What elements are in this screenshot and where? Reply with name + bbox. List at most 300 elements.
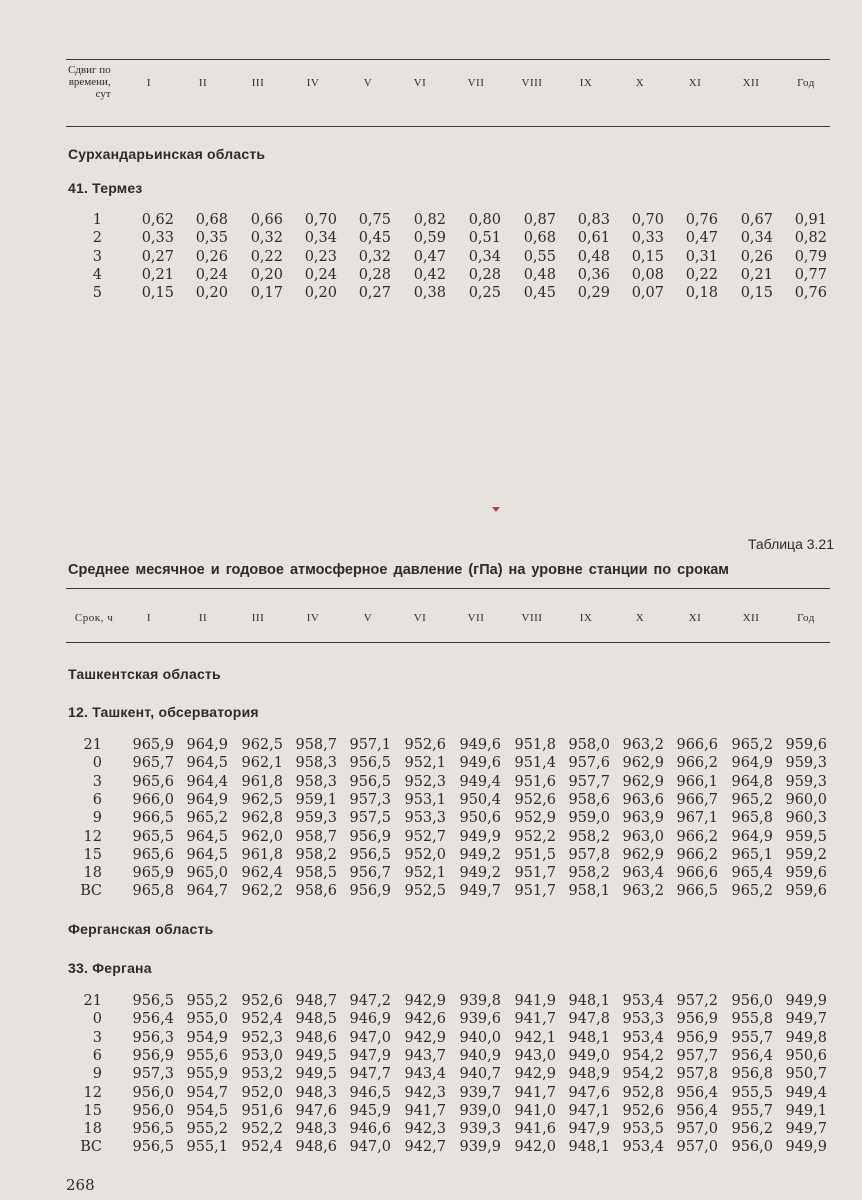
table-cell: 954,2 — [622, 1066, 664, 1083]
table-cell: 952,0 — [241, 1084, 283, 1101]
table-cell: 952,6 — [241, 993, 283, 1009]
table-cell: 956,9 — [349, 828, 391, 845]
table-cell: 0,83 — [577, 212, 610, 228]
table-cell: 953,4 — [622, 1139, 664, 1156]
table-number: Таблица 3.21 — [747, 536, 834, 552]
table-cell: 947,1 — [568, 1102, 610, 1119]
table-cell: 959,6 — [785, 865, 827, 882]
header-month: VI — [413, 612, 427, 624]
table-row — [0, 993, 862, 1009]
table-cell: 949,4 — [459, 773, 501, 790]
table-cell: 0,76 — [685, 212, 718, 228]
table-cell: 956,5 — [132, 993, 174, 1009]
table-cell: 0,79 — [794, 248, 827, 265]
table-cell: 0,18 — [685, 285, 718, 302]
table-row — [0, 1085, 862, 1101]
table-cell: 949,2 — [459, 846, 501, 863]
table-cell: 965,8 — [132, 883, 174, 900]
table-cell: 962,0 — [241, 828, 283, 845]
header-month: I — [146, 77, 152, 89]
region-title: Ферганская область — [68, 921, 214, 937]
table-cell: 959,6 — [785, 883, 827, 900]
table-cell: 946,5 — [349, 1084, 391, 1101]
table-cell: 956,9 — [676, 1011, 718, 1028]
table-cell: 958,0 — [568, 737, 610, 753]
table-cell: 0,22 — [250, 248, 283, 265]
table-cell: 949,9 — [785, 993, 827, 1009]
row-label: 15 — [83, 1102, 102, 1119]
table-cell: 0,32 — [250, 230, 283, 247]
header-month: XII — [742, 612, 760, 624]
table-row — [0, 1066, 862, 1082]
row-label: 1 — [92, 212, 102, 228]
row-label: 5 — [92, 285, 102, 302]
table-cell: 942,3 — [404, 1121, 446, 1138]
table-cell: 963,2 — [622, 737, 664, 753]
table-cell: 967,1 — [676, 810, 718, 827]
row-label: 15 — [83, 846, 102, 863]
table-cell: 0,51 — [468, 230, 501, 247]
table-cell: 0,27 — [141, 248, 174, 265]
table-cell: 951,5 — [514, 846, 556, 863]
top-table-header — [0, 77, 862, 117]
table-cell: 957,7 — [568, 773, 610, 790]
table-row — [0, 1030, 862, 1046]
table-cell: 949,5 — [295, 1047, 337, 1064]
table-cell: 958,2 — [568, 865, 610, 882]
table-cell: 940,7 — [459, 1066, 501, 1083]
table-cell: 957,1 — [349, 737, 391, 753]
table-cell: 0,61 — [577, 230, 610, 247]
header-month: IV — [306, 77, 320, 89]
table-cell: 956,0 — [731, 993, 773, 1009]
table-cell: 942,1 — [514, 1029, 556, 1046]
table-cell: 942,3 — [404, 1084, 446, 1101]
row-label: 4 — [92, 266, 102, 283]
table-cell: 955,8 — [731, 1011, 773, 1028]
table-cell: 0,42 — [413, 266, 446, 283]
table-cell: 0,32 — [358, 248, 391, 265]
header-month: XI — [688, 77, 702, 89]
table-cell: 0,31 — [685, 248, 718, 265]
table-cell: 0,38 — [413, 285, 446, 302]
table-cell: 949,6 — [459, 755, 501, 772]
table-row — [0, 1011, 862, 1027]
table-cell: 949,4 — [785, 1084, 827, 1101]
header-month: III — [251, 612, 265, 624]
table-cell: 965,6 — [132, 773, 174, 790]
table-cell: 962,9 — [622, 755, 664, 772]
table-cell: 951,8 — [514, 737, 556, 753]
table-cell: 0,45 — [523, 285, 556, 302]
table-cell: 953,3 — [404, 810, 446, 827]
table-rule-top — [66, 588, 830, 589]
table-cell: 959,2 — [785, 846, 827, 863]
table-cell: 956,0 — [132, 1102, 174, 1119]
table-cell: 951,6 — [241, 1102, 283, 1119]
table-cell: 959,5 — [785, 828, 827, 845]
table-cell: 951,7 — [514, 883, 556, 900]
table-cell: 960,0 — [785, 791, 827, 808]
table-cell: 939,3 — [459, 1121, 501, 1138]
table-cell: 966,2 — [676, 846, 718, 863]
top-table-rule-header — [66, 126, 830, 127]
row-label: 9 — [92, 810, 102, 827]
table-cell: 952,1 — [404, 865, 446, 882]
table-cell: 0,70 — [304, 212, 337, 228]
header-month: Год — [797, 77, 815, 89]
table-cell: 0,33 — [141, 230, 174, 247]
table-cell: 949,8 — [785, 1029, 827, 1046]
table-cell: 0,87 — [523, 212, 556, 228]
table-cell: 956,0 — [731, 1139, 773, 1156]
table-cell: 0,68 — [195, 212, 228, 228]
table-cell: 955,0 — [186, 1011, 228, 1028]
table-cell: 966,0 — [132, 791, 174, 808]
table-cell: 955,9 — [186, 1066, 228, 1083]
header-month: XI — [688, 612, 702, 624]
table-cell: 0,36 — [577, 266, 610, 283]
table-cell: 957,5 — [349, 810, 391, 827]
table-cell: 0,80 — [468, 212, 501, 228]
table-cell: 958,6 — [295, 883, 337, 900]
table-cell: 964,5 — [186, 828, 228, 845]
table-cell: 966,2 — [676, 755, 718, 772]
table-cell: 963,4 — [622, 865, 664, 882]
table-cell: 0,68 — [523, 230, 556, 247]
header-month: XII — [742, 77, 760, 89]
table-cell: 962,9 — [622, 773, 664, 790]
row-label: 3 — [92, 773, 102, 790]
table-cell: 964,7 — [186, 883, 228, 900]
table-cell: 965,8 — [731, 810, 773, 827]
table-cell: 943,7 — [404, 1047, 446, 1064]
table-cell: 965,7 — [132, 755, 174, 772]
table-cell: 948,1 — [568, 1029, 610, 1046]
table-cell: 0,77 — [794, 266, 827, 283]
table-cell: 958,2 — [295, 846, 337, 863]
table-cell: 952,0 — [404, 846, 446, 863]
table-cell: 942,9 — [514, 1066, 556, 1083]
row-label: 6 — [92, 791, 102, 808]
table-cell: 966,6 — [676, 737, 718, 753]
table-row — [0, 829, 862, 845]
table-cell: 0,28 — [468, 266, 501, 283]
header-month: VI — [413, 77, 427, 89]
table-cell: 0,91 — [794, 212, 827, 228]
table-cell: 956,3 — [132, 1029, 174, 1046]
row-label: ВС — [80, 883, 102, 900]
table-cell: 0,35 — [195, 230, 228, 247]
table-row — [0, 810, 862, 826]
table-cell: 0,24 — [304, 266, 337, 283]
table-cell: 939,6 — [459, 1011, 501, 1028]
table-cell: 962,8 — [241, 810, 283, 827]
row-label: 18 — [83, 1121, 102, 1138]
table-cell: 952,2 — [241, 1121, 283, 1138]
table-rule-header — [66, 642, 830, 643]
table-cell: 0,48 — [523, 266, 556, 283]
table-cell: 952,5 — [404, 883, 446, 900]
table-cell: 950,7 — [785, 1066, 827, 1083]
table-cell: 0,82 — [794, 230, 827, 247]
table-cell: 942,6 — [404, 1011, 446, 1028]
header-line: сут — [95, 88, 111, 100]
table-cell: 958,7 — [295, 828, 337, 845]
region-title: Ташкентская область — [68, 666, 221, 682]
table-cell: 0,20 — [250, 266, 283, 283]
table-cell: 0,08 — [631, 266, 664, 283]
table-cell: 953,0 — [241, 1047, 283, 1064]
table-cell: 959,3 — [785, 773, 827, 790]
table-cell: 961,8 — [241, 846, 283, 863]
table-cell: 955,7 — [731, 1029, 773, 1046]
row-label: 3 — [92, 248, 102, 265]
table-cell: 953,2 — [241, 1066, 283, 1083]
table-cell: 0,15 — [631, 248, 664, 265]
table-cell: 963,2 — [622, 883, 664, 900]
table-cell: 0,76 — [794, 285, 827, 302]
table-cell: 948,6 — [295, 1139, 337, 1156]
table-cell: 0,15 — [740, 285, 773, 302]
table-cell: 948,1 — [568, 993, 610, 1009]
table-cell: 964,9 — [731, 755, 773, 772]
table-cell: 939,0 — [459, 1102, 501, 1119]
table-cell: 956,9 — [676, 1029, 718, 1046]
station-title: 33. Фергана — [68, 960, 152, 976]
table-cell: 949,0 — [568, 1047, 610, 1064]
header-month: III — [251, 77, 265, 89]
table-cell: 0,21 — [141, 266, 174, 283]
table-cell: 949,2 — [459, 865, 501, 882]
header-first-column: Срок, ч — [74, 612, 114, 624]
red-mark — [492, 507, 500, 512]
table-cell: 949,7 — [785, 1011, 827, 1028]
table-cell: 964,4 — [186, 773, 228, 790]
table-cell: 962,1 — [241, 755, 283, 772]
table-cell: 956,9 — [132, 1047, 174, 1064]
table-cell: 943,4 — [404, 1066, 446, 1083]
table-cell: 947,0 — [349, 1139, 391, 1156]
table-cell: 952,8 — [622, 1084, 664, 1101]
table-cell: 956,8 — [731, 1066, 773, 1083]
table-cell: 965,6 — [132, 846, 174, 863]
table-cell: 957,8 — [568, 846, 610, 863]
table-cell: 949,7 — [785, 1121, 827, 1138]
table-cell: 961,8 — [241, 773, 283, 790]
table-cell: 956,0 — [132, 1084, 174, 1101]
table-cell: 952,6 — [404, 737, 446, 753]
table-cell: 954,7 — [186, 1084, 228, 1101]
row-label: 18 — [83, 865, 102, 882]
station-title: 12. Ташкент, обсерватория — [68, 704, 259, 720]
station-title: 41. Термез — [68, 180, 143, 196]
table-cell: 948,3 — [295, 1121, 337, 1138]
table-cell: 958,3 — [295, 773, 337, 790]
header-month: II — [198, 612, 208, 624]
page-number: 268 — [66, 1176, 95, 1194]
table-cell: 957,0 — [676, 1139, 718, 1156]
table-cell: 947,6 — [568, 1084, 610, 1101]
table-cell: 947,2 — [349, 993, 391, 1009]
table-cell: 965,4 — [731, 865, 773, 882]
table-cell: 954,5 — [186, 1102, 228, 1119]
table-cell: 956,5 — [349, 846, 391, 863]
row-label: 12 — [83, 828, 102, 845]
table-cell: 941,6 — [514, 1121, 556, 1138]
table-row — [0, 774, 862, 790]
header-month: V — [363, 77, 373, 89]
table-cell: 0,34 — [468, 248, 501, 265]
table-cell: 0,82 — [413, 212, 446, 228]
table-cell: 940,0 — [459, 1029, 501, 1046]
table-cell: 958,2 — [568, 828, 610, 845]
table-cell: 0,29 — [577, 285, 610, 302]
table-cell: 959,0 — [568, 810, 610, 827]
table-cell: 963,9 — [622, 810, 664, 827]
table-cell: 964,5 — [186, 846, 228, 863]
table-cell: 962,5 — [241, 737, 283, 753]
table-cell: 0,24 — [195, 266, 228, 283]
table-row — [0, 212, 862, 228]
table-cell: 947,7 — [349, 1066, 391, 1083]
table-cell: 953,4 — [622, 993, 664, 1009]
header-month: VII — [467, 77, 485, 89]
table-cell: 953,5 — [622, 1121, 664, 1138]
table-cell: 948,1 — [568, 1139, 610, 1156]
table-row — [0, 1048, 862, 1064]
table-cell: 0,45 — [358, 230, 391, 247]
table-cell: 939,8 — [459, 993, 501, 1009]
table-cell: 0,55 — [523, 248, 556, 265]
table-cell: 942,0 — [514, 1139, 556, 1156]
table-cell: 952,1 — [404, 755, 446, 772]
table-cell: 941,0 — [514, 1102, 556, 1119]
table-cell: 952,3 — [404, 773, 446, 790]
table-cell: 0,20 — [304, 285, 337, 302]
table-cell: 956,5 — [349, 773, 391, 790]
table-cell: 949,9 — [459, 828, 501, 845]
table-cell: 950,4 — [459, 791, 501, 808]
table-cell: 952,3 — [241, 1029, 283, 1046]
table-cell: 958,3 — [295, 755, 337, 772]
table-row — [0, 755, 862, 771]
table-cell: 956,9 — [349, 883, 391, 900]
header-month: VIII — [521, 77, 543, 89]
table-cell: 957,7 — [676, 1047, 718, 1064]
table-cell: 951,4 — [514, 755, 556, 772]
table-cell: 940,9 — [459, 1047, 501, 1064]
table-row — [0, 847, 862, 863]
table-row — [0, 792, 862, 808]
table-cell: 964,5 — [186, 755, 228, 772]
table-cell: 952,6 — [514, 791, 556, 808]
table-row — [0, 865, 862, 881]
table-cell: 959,1 — [295, 791, 337, 808]
table-cell: 942,9 — [404, 1029, 446, 1046]
table-cell: 947,0 — [349, 1029, 391, 1046]
table-cell: 955,2 — [186, 1121, 228, 1138]
table-cell: 947,9 — [349, 1047, 391, 1064]
table-cell: 939,7 — [459, 1084, 501, 1101]
table-cell: 955,2 — [186, 993, 228, 1009]
table-cell: 953,4 — [622, 1029, 664, 1046]
header-month: Год — [797, 612, 815, 624]
row-label: ВС — [80, 1139, 102, 1156]
region-title: Сурхандарьинская область — [68, 146, 266, 162]
table-header — [0, 612, 862, 652]
table-cell: 952,7 — [404, 828, 446, 845]
table-cell: 966,2 — [676, 828, 718, 845]
table-cell: 962,2 — [241, 883, 283, 900]
table-row — [0, 249, 862, 265]
table-cell: 952,4 — [241, 1139, 283, 1156]
header-month: I — [146, 612, 152, 624]
table-cell: 949,5 — [295, 1066, 337, 1083]
table-caption: Среднее месячное и годовое атмосферное давление (гПа) на уровне станции по срокам — [68, 562, 729, 578]
table-cell: 950,6 — [459, 810, 501, 827]
table-cell: 957,6 — [568, 755, 610, 772]
table-cell: 0,23 — [304, 248, 337, 265]
table-cell: 957,3 — [132, 1066, 174, 1083]
table-cell: 965,2 — [731, 791, 773, 808]
table-cell: 952,6 — [622, 1102, 664, 1119]
header-line: времени, — [68, 76, 111, 88]
table-row — [0, 1103, 862, 1119]
table-cell: 960,3 — [785, 810, 827, 827]
header-month: X — [635, 77, 645, 89]
table-cell: 958,5 — [295, 865, 337, 882]
header-month: IV — [306, 612, 320, 624]
table-cell: 964,9 — [186, 737, 228, 753]
table-cell: 959,3 — [295, 810, 337, 827]
table-cell: 965,2 — [731, 883, 773, 900]
table-cell: 947,8 — [568, 1011, 610, 1028]
table-cell: 959,3 — [785, 755, 827, 772]
table-cell: 0,47 — [413, 248, 446, 265]
table-cell: 956,5 — [132, 1121, 174, 1138]
row-label: 0 — [92, 1011, 102, 1028]
table-cell: 965,1 — [731, 846, 773, 863]
table-cell: 958,7 — [295, 737, 337, 753]
table-cell: 949,6 — [459, 737, 501, 753]
table-cell: 0,66 — [250, 212, 283, 228]
table-cell: 966,5 — [132, 810, 174, 827]
header-month: X — [635, 612, 645, 624]
table-cell: 953,3 — [622, 1011, 664, 1028]
table-cell: 965,2 — [186, 810, 228, 827]
table-cell: 955,6 — [186, 1047, 228, 1064]
header-month: VIII — [521, 612, 543, 624]
table-cell: 956,4 — [676, 1084, 718, 1101]
table-row — [0, 267, 862, 283]
header-month: VII — [467, 612, 485, 624]
table-cell: 947,6 — [295, 1102, 337, 1119]
top-table-rule-top — [66, 59, 830, 60]
table-cell: 956,5 — [132, 1139, 174, 1156]
table-cell: 953,1 — [404, 791, 446, 808]
table-cell: 966,7 — [676, 791, 718, 808]
table-cell: 962,4 — [241, 865, 283, 882]
table-cell: 964,9 — [186, 791, 228, 808]
row-label: 9 — [92, 1066, 102, 1083]
table-cell: 965,9 — [132, 737, 174, 753]
table-cell: 943,0 — [514, 1047, 556, 1064]
table-row — [0, 1139, 862, 1155]
table-cell: 0,26 — [195, 248, 228, 265]
table-cell: 956,5 — [349, 755, 391, 772]
table-cell: 948,5 — [295, 1011, 337, 1028]
